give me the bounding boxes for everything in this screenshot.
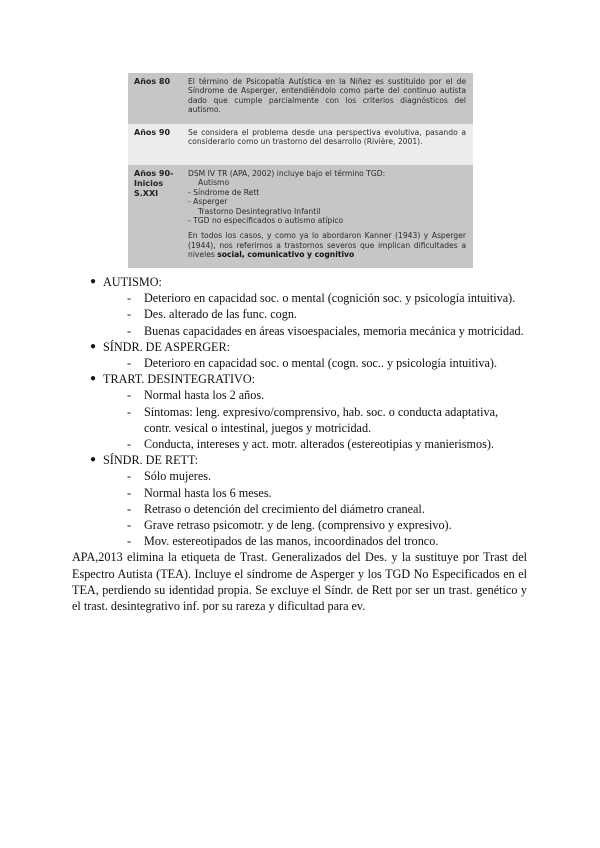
section-desintegrativo: [72, 371, 527, 387]
list-item-text: Conducta, intereses y act. motr. alterados (estereotipias y manierismos).: [144, 437, 494, 452]
table-year: Años 90-Inicios S.XXI: [134, 169, 174, 198]
list-item: [72, 436, 527, 452]
list-item: [72, 468, 527, 484]
table-row: [128, 165, 473, 268]
dash-icon: -: [127, 518, 132, 533]
bullet-icon: ●: [90, 454, 97, 466]
dash-icon: -: [127, 388, 132, 403]
list-item-text: Normal hasta los 6 meses.: [144, 485, 272, 500]
dash-icon: -: [127, 437, 132, 452]
section-title: AUTISMO:: [103, 275, 162, 289]
list-item-text: Mov. estereotipados de las manos, incoordinados del tronco.: [144, 534, 439, 549]
table-closing: [188, 231, 466, 259]
list-item-text: Síntomas: leng. expresivo/comprensivo, hab. soc. o conducta adaptativa, contr. vesical o intestinal, juegos y motricidad.: [144, 404, 499, 435]
section-rett: [72, 452, 527, 468]
main-content: [72, 274, 527, 626]
section-autismo: [72, 274, 527, 290]
list-item-text: Deterioro en capacidad soc. o mental (cognición soc. y psicología intuitiva).: [144, 291, 516, 306]
list-item-text: Buenas capacidades en áreas visoespaciales, memoria mecánica y motricidad.: [144, 323, 524, 338]
table-description: Se considera el problema desde una perspectiva evolutiva, pasando a considerarlo como un trastorno del desarrollo (Rivière, 2001).: [188, 128, 466, 147]
list-item-text: Des. alterado de las func. cogn.: [144, 307, 297, 322]
list-item-text: Retraso o detención del crecimiento del diámetro craneal.: [144, 501, 425, 516]
list-item: [72, 533, 527, 549]
table-list-item: Autismo: [198, 178, 230, 188]
dash-icon: -: [127, 534, 132, 549]
table-row: [128, 124, 473, 166]
list-item-text: Deterioro en capacidad soc. o mental (cogn. soc.. y psicología intuitiva).: [144, 356, 497, 371]
list-item: [72, 306, 527, 322]
table-year: Años 80: [134, 77, 171, 86]
list-item: [72, 387, 527, 403]
section-title: SÍNDR. DE ASPERGER:: [103, 339, 230, 354]
table-list-item: - TGD no especificados o autismo atípico: [188, 216, 344, 226]
table-description: [188, 169, 466, 260]
table-closing-bold: social, comunicativo y cognitivo: [217, 250, 355, 260]
dash-icon: -: [127, 323, 132, 338]
section-title: SÍNDR. DE RETT:: [103, 453, 199, 468]
dash-icon: -: [127, 501, 132, 516]
dash-icon: -: [127, 469, 132, 484]
table-list-item: Trastorno Desintegrativo Infantil: [198, 206, 321, 216]
dash-icon: -: [127, 485, 132, 500]
list-item-text: Grave retraso psicomotr. y de leng. (comprensivo y expresivo).: [144, 518, 452, 533]
dash-icon: -: [127, 291, 132, 306]
list-item: [72, 501, 527, 517]
list-item: [72, 485, 527, 501]
summary-paragraph: APA,2013 elimina la etiqueta de Trast. Generalizados del Des. y la sustituye por Trast del Espectro Autista (TEA). Incluye el síndrome de Asperger y los TGD No Especificados en el TEA, perdiendo su identidad propia. Se excluye el Síndr. de Rett por ser un trast. genético y el trast. desintegrativo inf. por su rareza y dificultad para ev.: [72, 550, 527, 614]
table-list-item: - Asperger: [188, 197, 228, 207]
table-description: El término de Psicopatía Autística en la Niñez es sustituido por el de Síndrome de Asperger, entendiéndolo como parte del continuo autista dado que cumple parcialmente con los criterios diagnósticos del autismo.: [188, 77, 466, 115]
list-item: [72, 290, 527, 306]
list-item: [72, 404, 527, 436]
bullet-icon: ●: [90, 276, 97, 287]
list-item: [72, 355, 527, 371]
table-row: [128, 73, 473, 125]
table-closing-text: En todos los casos, y como ya lo abordaron Kanner (1943) y Asperger (1944), nos referimos a trastornos severos que implican dificultades a niveles: [188, 231, 466, 260]
table-list-item: - Síndrome de Rett: [188, 187, 260, 197]
history-table-image: [128, 73, 473, 268]
bullet-icon: ●: [90, 373, 97, 385]
list-item: [72, 323, 527, 339]
table-year: Años 90: [134, 128, 171, 137]
dash-icon: -: [127, 307, 132, 322]
list-item-text: Normal hasta los 2 años.: [144, 388, 265, 403]
section-title: TRART. DESINTEGRATIVO:: [103, 372, 256, 387]
dash-icon: -: [127, 404, 132, 419]
bullet-icon: ●: [90, 340, 97, 352]
table-intro: DSM IV TR (APA, 2002) incluye bajo el término TGD:: [188, 169, 386, 178]
section-asperger: [72, 339, 527, 355]
list-item-text: Sólo mujeres.: [144, 469, 212, 484]
dash-icon: -: [127, 356, 132, 371]
list-item: [72, 517, 527, 533]
